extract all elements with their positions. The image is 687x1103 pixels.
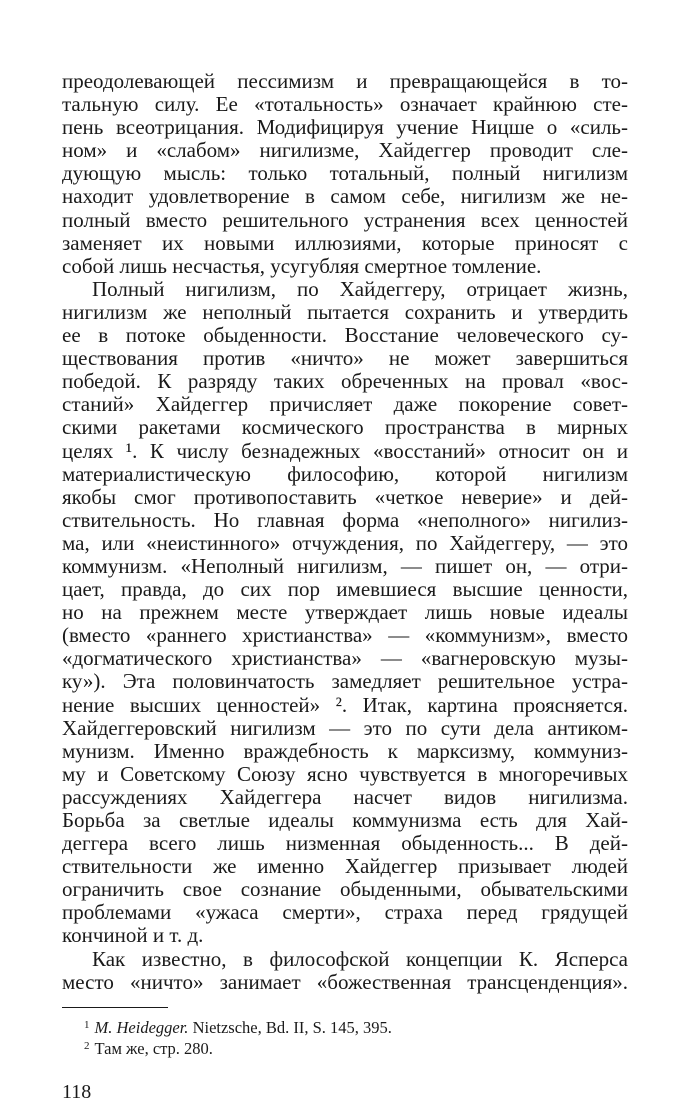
text-line: кончиной и т. д. bbox=[62, 923, 204, 948]
text-line: нение высших ценностей» ². Итак, картина проясняется. bbox=[62, 692, 628, 717]
text-line: Хайдеггеровский нигилизм — это по сути дела антиком- bbox=[62, 715, 628, 740]
text-line: (вместо «раннего христианства» — «коммунизм», вместо bbox=[62, 623, 628, 648]
text-line: му и Советскому Союзу ясно чувствуется в многоречивых bbox=[62, 761, 628, 786]
text-line: Полный нигилизм, по Хайдеггеру, отрицает жизнь, bbox=[92, 276, 628, 301]
text-line: дующую мысль: только тотальный, полный нигилизм bbox=[62, 161, 628, 186]
text-line: нигилизм же неполный пытается сохранить и утвердить bbox=[62, 299, 628, 324]
text-line: победой. К разряду таких обреченных на провал «вос- bbox=[62, 369, 628, 394]
text-line: мунизм. Именно враждебность к марксизму, коммуниз- bbox=[62, 738, 628, 763]
text-line: ствительность. Но главная форма «неполного» нигилиз- bbox=[62, 507, 628, 532]
footnote-mark: 2 bbox=[84, 1039, 90, 1052]
footnote-text: Nietzsche, Bd. II, S. 145, 395. bbox=[188, 1017, 392, 1037]
footnote bbox=[84, 1016, 628, 1037]
text-line: но на прежнем месте утверждает лишь новые идеалы bbox=[62, 600, 628, 625]
text-line: пень всеотрицания. Модифицируя учение Ницше о «силь- bbox=[62, 115, 628, 140]
text-line: ма, или «неистинного» отчуждения, по Хайдеггеру, — это bbox=[62, 530, 628, 555]
text-line: собой лишь несчастья, усугубляя смертное томление. bbox=[62, 253, 542, 278]
text-line: деггера всего лишь низменная обыденность... В дей- bbox=[62, 831, 628, 856]
text-line: скими ракетами космического пространства в мирных bbox=[62, 415, 628, 440]
page-number: 118 bbox=[62, 1080, 92, 1103]
text-line: якобы смог противопоставить «четкое неверие» и дей- bbox=[62, 484, 628, 509]
text-line: тальную силу. Ее «тотальность» означает крайнюю сте- bbox=[62, 92, 628, 117]
text-line: ществования против «ничто» не может завершиться bbox=[62, 346, 628, 371]
text-line: материалистическую философию, которой нигилизм bbox=[62, 461, 628, 486]
text-line: ее в потоке обыденности. Восстание человеческого су- bbox=[62, 323, 628, 348]
text-line: цает, правда, до сих пор имевшиеся высшие ценности, bbox=[62, 577, 628, 602]
footnote bbox=[84, 1037, 628, 1058]
text-line: находит удовлетворение в самом себе, нигилизм же не- bbox=[62, 184, 628, 209]
footnote-text: Там же, стр. 280. bbox=[94, 1038, 213, 1058]
footnote-mark: 1 bbox=[84, 1018, 90, 1031]
text-line: ном» и «слабом» нигилизме, Хайдеггер проводит сле- bbox=[62, 138, 628, 163]
text-line: Как известно, в философской концепции К. Ясперса bbox=[92, 946, 628, 971]
text-line: ствительности же именно Хайдеггер призывает людей bbox=[62, 854, 628, 879]
text-line: ограничить свое сознание обыденными, обывательскими bbox=[62, 877, 628, 902]
footnote-author: M. Heidegger. bbox=[94, 1017, 189, 1037]
text-line: ку»). Эта половинчатость замедляет решительное устра- bbox=[62, 669, 628, 694]
text-line: преодолевающей пессимизм и превращающейся в то- bbox=[62, 69, 628, 93]
footnotes bbox=[62, 1016, 628, 1058]
text-line: целях ¹. К числу безнадежных «восстаний» относит он и bbox=[62, 438, 628, 463]
book-page bbox=[62, 70, 628, 1103]
text-line: заменяет их новыми иллюзиями, которые приносят с bbox=[62, 230, 628, 255]
text-line: проблемами «ужаса смерти», страха перед грядущей bbox=[62, 900, 628, 925]
text-line: полный вместо решительного устранения всех ценностей bbox=[62, 207, 628, 232]
text-line: Борьба за светлые идеалы коммунизма есть для Хай- bbox=[62, 808, 628, 832]
text-line: коммунизм. «Неполный нигилизм, — пишет он, — отри- bbox=[62, 553, 628, 578]
footnote-divider bbox=[62, 1007, 168, 1008]
text-line: «догматического христианства» — «вагнеровскую музы- bbox=[62, 646, 628, 671]
main-text bbox=[62, 70, 628, 994]
text-line: место «ничто» занимает «божественная трансценденция». bbox=[62, 969, 628, 994]
text-line: рассуждениях Хайдеггера насчет видов нигилизма. bbox=[62, 784, 628, 809]
text-line: станий» Хайдеггер причисляет даже покорение совет- bbox=[62, 392, 628, 417]
